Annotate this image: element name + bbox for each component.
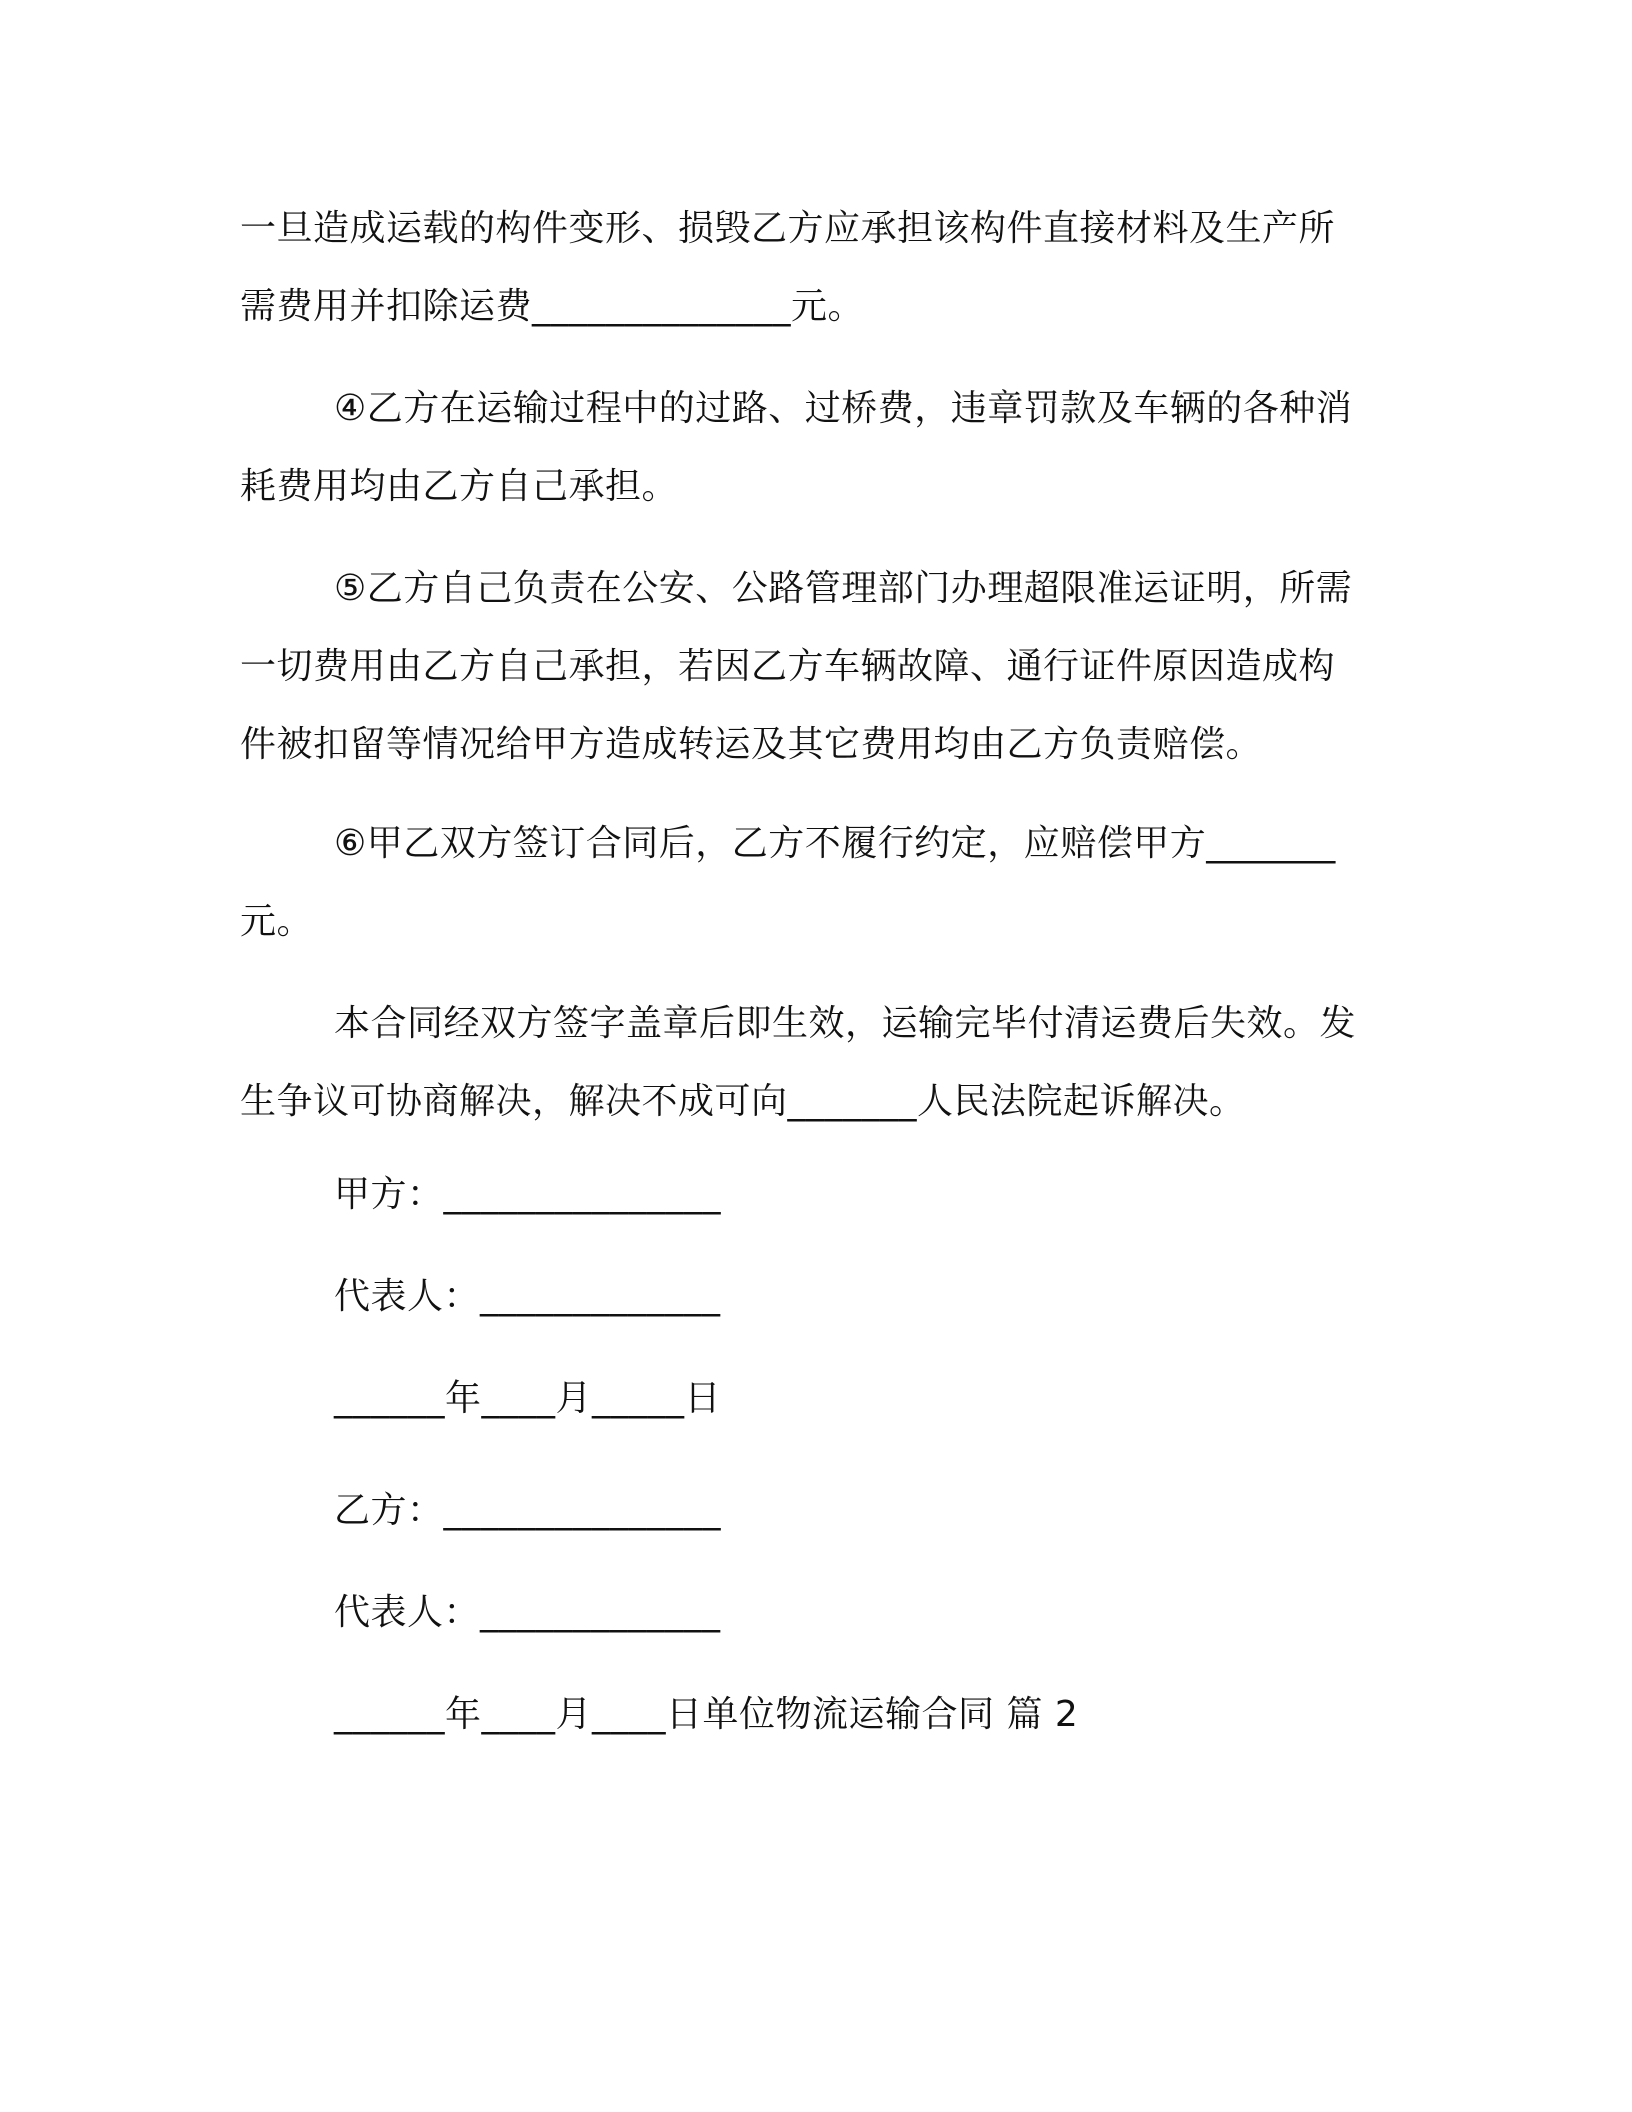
party-a-date-line: ______年____月_____日 — [334, 1378, 722, 1419]
party-b-date-and-section-title: ______年____月____日单位物流运输合同 篇 2 — [334, 1694, 1079, 1735]
paragraph-clause-5: ⑤乙方自己负责在公安、公路管理部门办理超限准运证明，所需一切费用由乙方自己承担，若因乙方车辆故障、通行证件原因造成构件被扣留等情况给甲方造成转运及其它费用均由乙方负责赔偿。 — [240, 568, 1353, 765]
paragraph-clause-6: ⑥甲乙双方签订合同后，乙方不履行约定，应赔偿甲方_______元。 — [240, 823, 1336, 942]
party-b-line: 乙方：_______________ — [334, 1490, 722, 1531]
party-a-line: 甲方：_______________ — [334, 1174, 722, 1215]
paragraph-material-cost: 一旦造成运载的构件变形、损毁乙方应承担该构件直接材料及生产所需费用并扣除运费______________元。 — [240, 208, 1336, 327]
paragraph-effectiveness: 本合同经双方签字盖章后即生效，运输完毕付清运费后失效。发生争议可协商解决，解决不成可向_______人民法院起诉解决。 — [240, 1003, 1357, 1122]
paragraph-clause-4: ④乙方在运输过程中的过路、过桥费，违章罚款及车辆的各种消耗费用均由乙方自己承担。 — [240, 388, 1353, 507]
party-a-representative-line: 代表人：_____________ — [334, 1276, 721, 1317]
party-b-representative-line: 代表人：_____________ — [334, 1592, 721, 1633]
